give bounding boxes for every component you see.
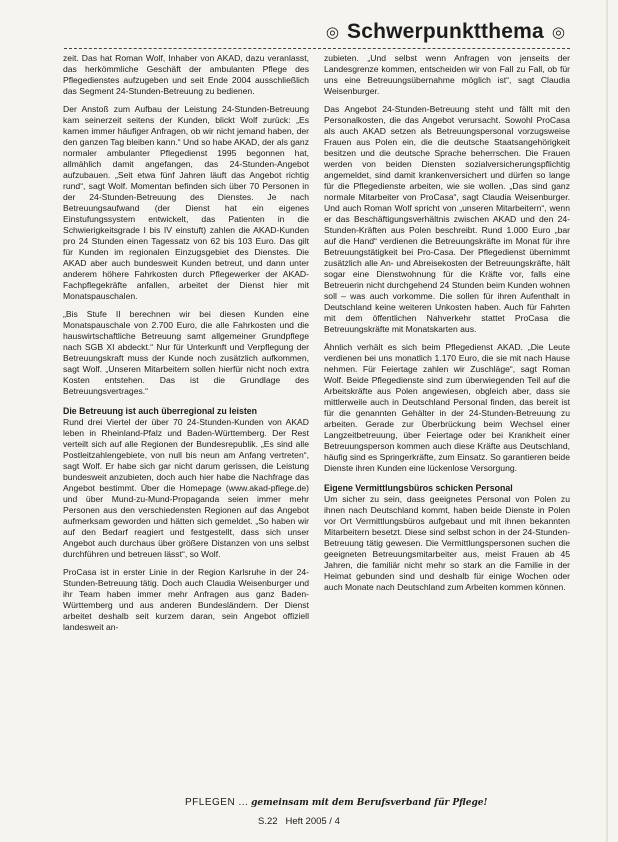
- footer-tagline: [185, 797, 488, 808]
- section-title: Schwerpunktthema: [346, 20, 544, 43]
- page-number: [258, 816, 378, 827]
- paragraph: Ähnlich verhält es sich beim Pflegedienst AKAD. „Die Leute verdienen bei uns monatlich 1.170 Euro, die sie mit nach Hause nehmen. Für Feiertage zahlen wir Zuschläge“, sagt Roman Wolf. Beide Pflegedienste sind zum überwiegenden Teil auf die Arbeitskräfte aus Polen angewiesen, obgleich aber, dass sie mittlerweile auch in Deutschland Personal finden, das bereit ist für die genannten Gehälter in der 24-Stunden-Betreuung zu arbeiten. Gerade zur Überbrückung beim Wechsel einer Langzeitbetreuung, über Feiertage oder bei Krankheit einer Betreuungsperson kommen auch diese Kräfte aus Deutschland, häufig sind es Springerkräfte, zum Einsatz. So garantieren beide Dienste ihren Kunden eine lückenlose Versorgung.: [324, 342, 570, 473]
- page-edge: [606, 0, 608, 842]
- subheading: Eigene Vermittlungsbüros schicken Personal: [324, 483, 513, 493]
- issue-label: Heft 2005 / 4: [285, 816, 340, 827]
- footer-slogan: gemeinsam mit dem Berufsverband für Pflege!: [251, 798, 488, 808]
- page-label: S.22: [258, 816, 278, 827]
- paragraph: Das Angebot 24-Stunden-Betreuung steht und fällt mit den Personalkosten, die das Angebot verursacht. Sowohl ProCasa als auch AKAD setzen als Betreuungspersonal vorzugsweise Frauen aus Polen ein, die die deutsche Staatsangehörigkeit besitzen und die deutsche Sprache beherrschen. Die Frauen werden von beiden Diensten sozialversicherungspflichtig angemeldet, sind damit krankenversichert und dürfen so lange für die Pflegedienste arbeiten, wie sie wollen. „Das sind ganz normale Mitarbeiter von ProCasa“, sagt Claudia Weisenburger. Und auch Roman Wolf spricht von „unseren Mitarbeitern“, wenn er das Beschäftigungsverhältnis zwischen AKAD und den 24-Stunden-Kräften aus Polen beschreibt. Rund 1.000 Euro „bar auf die Hand“ verdienen die Betreuungskräfte im Monat für ihre Betreuungstätigkeit bei Pro-Casa. Der Pflegedienst übernimmt zusätzlich alle An- und Abreisekosten der Betreuungskräfte, hält sogar eine Dienstwohnung für die Kräfte vor, falls eine Betreuerin nicht durchgehend 24 Stunden beim Kunden wohnen soll – was auch vorkomme. Die sollen für ihren Aufenthalt in Deutschland keine weiteren Unkosten haben. Auch für Fahrten mit dem öffentlichen Nahverkehr stattet ProCasa die Betreuungskräfte mit Monatskarten aus.: [324, 104, 570, 334]
- paragraph: Um sicher zu sein, dass geeignetes Personal von Polen zu ihnen nach Deutschland kommt, haben beide Dienste in Polen vor Ort Vermittlungsbüros aufgebaut und mit ihnen bekannten Mitarbeitern besetzt. Diese sind selbst schon in der 24-Stunden-Betreuung tätig gewesen. Die Vermittlungspersonen suchen die geeigneten Betreuungsmitarbeiter aus, meist Frauen ab 45 Jahren, die familiär nicht mehr so stark an die Familie in der Heimat gebunden sind und deshalb für einige Wochen oder auch Monate nach Deutschland zum Arbeiten kommen können.: [324, 494, 570, 592]
- target-icon: ◎: [551, 23, 565, 41]
- target-icon: ◎: [325, 23, 339, 41]
- paragraph: zeit. Das hat Roman Wolf, Inhaber von AKAD, dazu veranlasst, das herkömmliche Geschäft der ambulanten Pflege des Pflegedienstes aufzugeben und seit Ende 2004 ausschließlich das Segment 24-Stunden-Betreuung zu bedienen.: [63, 53, 309, 96]
- page-header: [60, 17, 565, 47]
- paragraph: Der Anstoß zum Aufbau der Leistung 24-Stunden-Betreuung kam seinerzeit seitens der Kunden, blickt Wolf zurück: „Es kamen immer häufiger Anfragen, ob wir nicht jemand haben, der den ganzen Tag bleiben kann.“ Und so habe AKAD, der als ganz normaler ambulanter Pflegedienst 1995 begonnen hat, allmählich damit angefangen, das 24-Stunden-Angebot aufzubauen. „Seit etwa fünf Jahren läuft das Angebot richtig rund“, sagt Wolf. Momentan befinden sich über 70 Personen in der 24-Stunden-Betreuung des Dienstes. Je nach Betreuungsaufwand (der Dienst hat ein eigenes Einstufungssystem entwickelt, das Patienten in die Schwierigkeitsgrade I bis IV einstuft) zahlen die AKAD-Kunden pro 24 Stunden einen Tagessatz von 62 bis 103 Euro. Das gilt für Kunden im regionalen Einzugsgebiet des Dienstes. Die AKAD aber auch bundesweit Kunden betreut, und dann unter anderem höhere Fahrkosten durch Pflegewerker der AKAD-Fachpflegekräfte anfallen, arbeitet der Dienst hier mit Monatspauschalen.: [63, 104, 309, 301]
- paragraph: zubieten. „Und selbst wenn Anfragen von jenseits der Landesgrenze kommen, entscheiden wir von Fall zu Fall, ob für uns eine Betreuungsübernahme möglich ist“, sagt Claudia Weisenburger.: [324, 53, 570, 96]
- footer-brand: PFLEGEN ...: [185, 797, 249, 808]
- paragraph: „Bis Stufe II berechnen wir bei diesen Kunden eine Monatspauschale von 2.700 Euro, die alle Fahrkosten und die hauswirtschaftliche Betreuung samt allgemeiner Grundpflege nach SGB XI abdeckt.“ Nur für Unterkunft und Verpflegung der Betreuungskraft muss der Kunde noch zusätzlich aufkommen, sagt Wolf. „Unseren Mitarbeitern sollen hierfür nicht noch extra Kosten entstehen. Das ist die Grundlage des Betreuungsvertrages.“: [63, 309, 309, 396]
- header-divider: [64, 48, 570, 49]
- paragraph: ProCasa ist in erster Linie in der Region Karlsruhe in der 24-Stunden-Betreuung tätig. Doch auch Claudia Weisenburger und ihr Team haben immer mehr Anfragen aus ganz Baden-Württemberg und aus anderen Bundesländern. Der Dienst arbeitet deshalb seit kurzem daran, sein Angebot offiziell landesweit an-: [63, 567, 309, 632]
- paragraph: Rund drei Viertel der über 70 24-Stunden-Kunden von AKAD leben in Rheinland-Pfalz und Baden-Württemberg. Der Rest verteilt sich auf alle Regionen der Bundesrepublik. „Es sind alle Postleitzahlengebiete, von null bis neun am Anfang vertreten“, sagt Wolf. Er habe sich gar nicht darum gerissen, die Leistung bundesweit anzubieten, doch auch hier habe die Nachfrage das Angebot bestimmt. Über die Homepage (www.akad-pflege.de) und über Mund-zu-Mund-Propaganda seien immer mehr Personen aus den verschiedensten Regionen auf das Angebot aufmerksam geworden und hätten sich gemeldet. „So haben wir auf den Bedarf reagiert und festgestellt, dass sich unser Angebot auch durchaus über größere Distanzen von uns selbst durchführen und betreuen lässt“, so Wolf.: [63, 417, 309, 559]
- article-column-left: [63, 53, 309, 640]
- article-column-right: [324, 53, 570, 600]
- subheading: Die Betreuung ist auch überregional zu leisten: [63, 406, 258, 416]
